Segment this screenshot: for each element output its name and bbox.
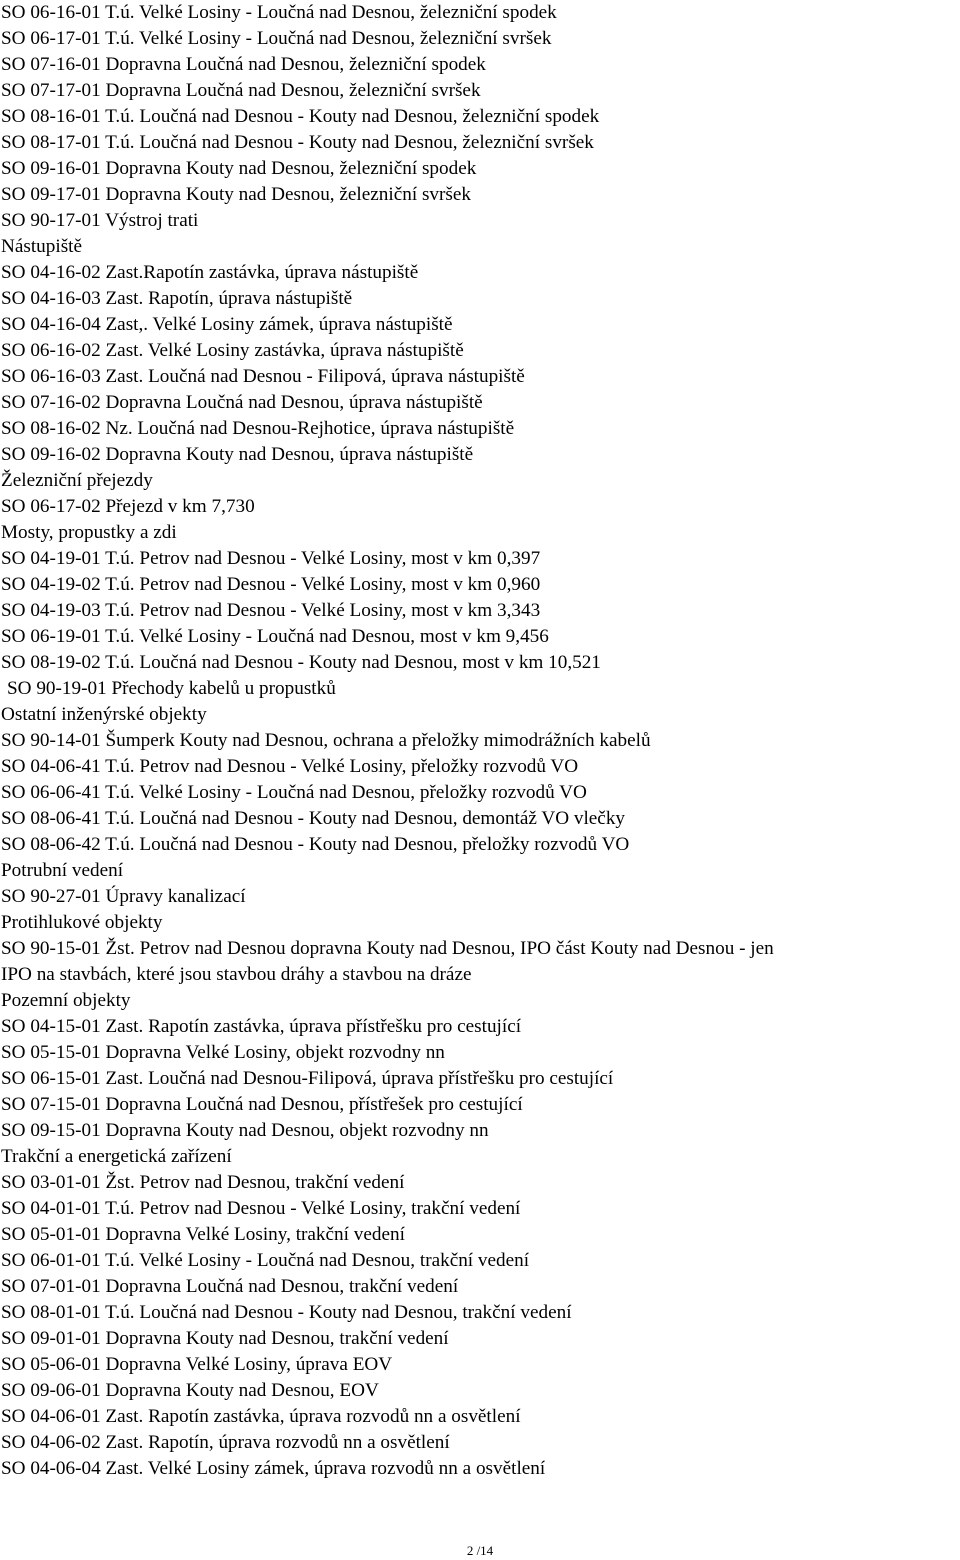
text-line: SO 90-17-01 Výstroj trati <box>1 210 199 231</box>
text-line: SO 08-17-01 T.ú. Loučná nad Desnou - Kouty nad Desnou, železniční svršek <box>1 132 594 153</box>
text-line: SO 08-01-01 T.ú. Loučná nad Desnou - Kouty nad Desnou, trakční vedení <box>1 1302 572 1323</box>
text-line: SO 08-19-02 T.ú. Loučná nad Desnou - Kouty nad Desnou, most v km 10,521 <box>1 652 601 673</box>
text-line: SO 08-16-02 Nz. Loučná nad Desnou-Rejhotice, úprava nástupiště <box>1 418 515 439</box>
text-line: SO 04-19-01 T.ú. Petrov nad Desnou - Velké Losiny, most v km 0,397 <box>1 548 541 569</box>
text-line: Mosty, propustky a zdi <box>1 522 177 543</box>
text-line: SO 90-14-01 Šumperk Kouty nad Desnou, ochrana a přeložky mimodrážních kabelů <box>1 730 651 751</box>
text-line: Pozemní objekty <box>1 990 131 1011</box>
text-line: IPO na stavbách, které jsou stavbou dráhy a stavbou na dráze <box>1 964 472 985</box>
text-line: SO 06-19-01 T.ú. Velké Losiny - Loučná nad Desnou, most v km 9,456 <box>1 626 549 647</box>
text-line: SO 05-06-01 Dopravna Velké Losiny, úprava EOV <box>1 1354 393 1375</box>
text-line: SO 04-19-02 T.ú. Petrov nad Desnou - Velké Losiny, most v km 0,960 <box>1 574 541 595</box>
text-line: SO 04-16-03 Zast. Rapotín, úprava nástupiště <box>1 288 353 309</box>
text-line: SO 09-17-01 Dopravna Kouty nad Desnou, železniční svršek <box>1 184 471 205</box>
text-line: SO 06-01-01 T.ú. Velké Losiny - Loučná nad Desnou, trakční vedení <box>1 1250 530 1271</box>
text-line: SO 07-16-01 Dopravna Loučná nad Desnou, železniční spodek <box>1 54 486 75</box>
text-line: SO 04-01-01 T.ú. Petrov nad Desnou - Velké Losiny, trakční vedení <box>1 1198 521 1219</box>
text-line: SO 08-06-41 T.ú. Loučná nad Desnou - Kouty nad Desnou, demontáž VO vlečky <box>1 808 626 829</box>
text-line: SO 06-16-01 T.ú. Velké Losiny - Loučná nad Desnou, železniční spodek <box>1 2 557 23</box>
text-line: SO 08-16-01 T.ú. Loučná nad Desnou - Kouty nad Desnou, železniční spodek <box>1 106 600 127</box>
text-line: SO 06-16-03 Zast. Loučná nad Desnou - Filipová, úprava nástupiště <box>1 366 525 387</box>
text-line: SO 07-17-01 Dopravna Loučná nad Desnou, železniční svršek <box>1 80 481 101</box>
text-line: SO 07-16-02 Dopravna Loučná nad Desnou, úprava nástupiště <box>1 392 483 413</box>
text-line: Železniční přejezdy <box>1 470 153 491</box>
text-line: SO 09-16-01 Dopravna Kouty nad Desnou, železniční spodek <box>1 158 477 179</box>
text-line: SO 04-16-02 Zast.Rapotín zastávka, úprava nástupiště <box>1 262 419 283</box>
page-footer <box>0 1543 960 1559</box>
text-line: SO 07-01-01 Dopravna Loučná nad Desnou, trakční vedení <box>1 1276 459 1297</box>
text-line: SO 04-06-01 Zast. Rapotín zastávka, úprava rozvodů nn a osvětlení <box>1 1406 521 1427</box>
text-line: SO 90-15-01 Žst. Petrov nad Desnou dopravna Kouty nad Desnou, IPO část Kouty nad Desnou - jen <box>1 938 774 959</box>
text-line: Potrubní vedení <box>1 860 124 881</box>
text-line: SO 09-16-02 Dopravna Kouty nad Desnou, úprava nástupiště <box>1 444 474 465</box>
text-line: SO 04-06-41 T.ú. Petrov nad Desnou - Velké Losiny, přeložky rozvodů VO <box>1 756 579 777</box>
text-line: SO 07-15-01 Dopravna Loučná nad Desnou, přístřešek pro cestující <box>1 1094 523 1115</box>
text-line: SO 03-01-01 Žst. Petrov nad Desnou, trakční vedení <box>1 1172 405 1193</box>
text-line: SO 04-15-01 Zast. Rapotín zastávka, úprava přístřešku pro cestující <box>1 1016 522 1037</box>
text-line: SO 04-19-03 T.ú. Petrov nad Desnou - Velké Losiny, most v km 3,343 <box>1 600 541 621</box>
text-line: SO 05-15-01 Dopravna Velké Losiny, objekt rozvodny nn <box>1 1042 445 1063</box>
text-line: SO 04-16-04 Zast,. Velké Losiny zámek, úprava nástupiště <box>1 314 453 335</box>
text-line: SO 04-06-04 Zast. Velké Losiny zámek, úprava rozvodů nn a osvětlení <box>1 1458 546 1479</box>
text-line: SO 09-01-01 Dopravna Kouty nad Desnou, trakční vedení <box>1 1328 449 1349</box>
text-line: Ostatní inženýrské objekty <box>1 704 207 725</box>
text-line: Protihlukové objekty <box>1 912 163 933</box>
text-line: SO 06-16-02 Zast. Velké Losiny zastávka, úprava nástupiště <box>1 340 464 361</box>
text-line: SO 04-06-02 Zast. Rapotín, úprava rozvodů nn a osvětlení <box>1 1432 450 1453</box>
text-line: SO 06-06-41 T.ú. Velké Losiny - Loučná nad Desnou, přeložky rozvodů VO <box>1 782 587 803</box>
text-line: SO 05-01-01 Dopravna Velké Losiny, trakční vedení <box>1 1224 405 1245</box>
text-line: SO 90-27-01 Úpravy kanalizací <box>1 886 246 907</box>
text-line: SO 09-15-01 Dopravna Kouty nad Desnou, objekt rozvodny nn <box>1 1120 489 1141</box>
text-line: Nástupiště <box>1 236 83 257</box>
text-line: SO 08-06-42 T.ú. Loučná nad Desnou - Kouty nad Desnou, přeložky rozvodů VO <box>1 834 630 855</box>
text-line: Trakční a energetická zařízení <box>1 1146 232 1167</box>
text-line: SO 06-17-01 T.ú. Velké Losiny - Loučná nad Desnou, železniční svršek <box>1 28 552 49</box>
text-line: SO 90-19-01 Přechody kabelů u propustků <box>7 678 336 699</box>
text-line: SO 06-17-02 Přejezd v km 7,730 <box>1 496 255 517</box>
text-line: SO 09-06-01 Dopravna Kouty nad Desnou, EOV <box>1 1380 379 1401</box>
text-line: SO 06-15-01 Zast. Loučná nad Desnou-Filipová, úprava přístřešku pro cestující <box>1 1068 614 1089</box>
page-number: 2 /14 <box>466 1543 494 1558</box>
